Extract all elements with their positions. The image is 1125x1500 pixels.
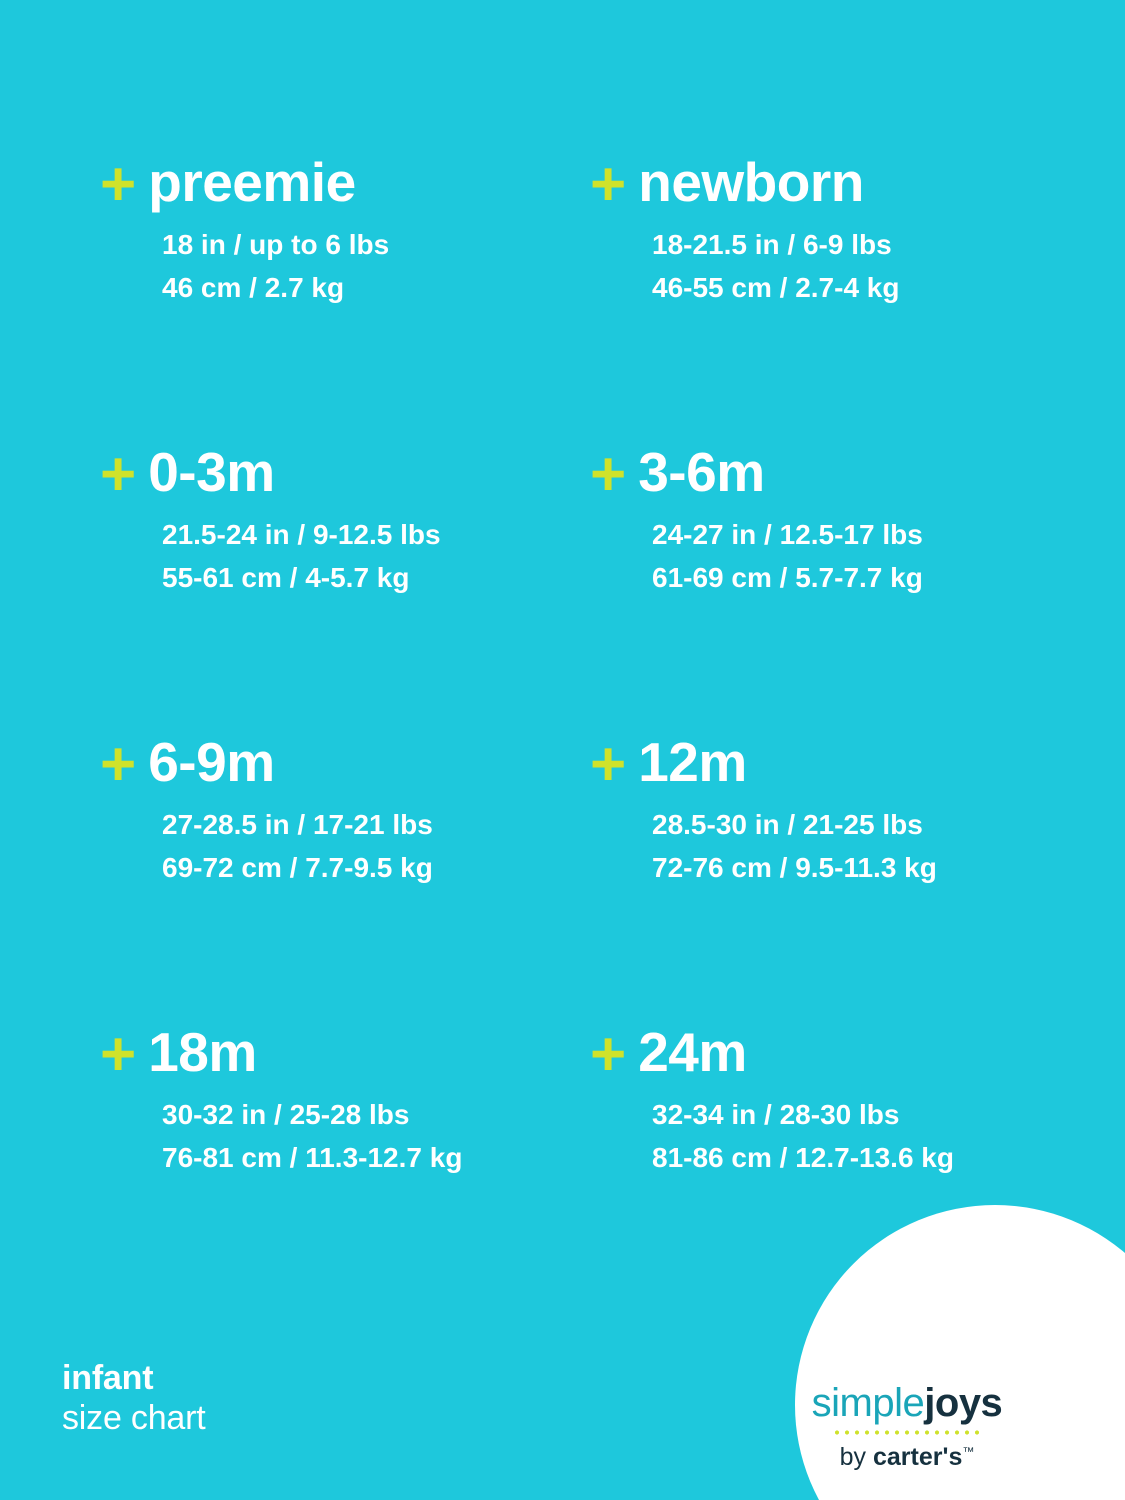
size-entry-0-3m	[100, 440, 590, 730]
brand-wordmark	[777, 1383, 1037, 1423]
size-heading	[590, 730, 1060, 799]
size-label: 3-6m	[638, 441, 765, 503]
size-heading	[100, 440, 590, 509]
size-imperial: 24-27 in / 12.5-17 lbs	[652, 519, 923, 550]
trademark-icon: ™	[962, 1444, 975, 1459]
plus-icon: +	[100, 440, 137, 509]
size-metric: 69-72 cm / 7.7-9.5 kg	[162, 851, 433, 883]
size-heading	[100, 730, 590, 799]
plus-icon: +	[590, 150, 627, 219]
size-entry-18m	[100, 1020, 590, 1310]
size-entry-preemie	[100, 150, 590, 440]
size-imperial: 18-21.5 in / 6-9 lbs	[652, 229, 892, 260]
size-label: 18m	[148, 1021, 257, 1083]
brand-by-text: by	[839, 1443, 873, 1471]
size-imperial: 28.5-30 in / 21-25 lbs	[652, 809, 923, 840]
plus-icon: +	[590, 730, 627, 799]
size-label: 24m	[638, 1021, 747, 1083]
size-label: 12m	[638, 731, 747, 793]
size-entry-newborn	[590, 150, 1060, 440]
brand-byline	[777, 1445, 1037, 1470]
size-imperial: 21.5-24 in / 9-12.5 lbs	[162, 519, 441, 550]
size-imperial: 27-28.5 in / 17-21 lbs	[162, 809, 433, 840]
plus-icon: +	[100, 730, 137, 799]
size-metric: 61-69 cm / 5.7-7.7 kg	[652, 561, 923, 593]
size-label: 6-9m	[148, 731, 275, 793]
size-entry-3-6m	[590, 440, 1060, 730]
chart-title-line1: infant	[62, 1358, 154, 1397]
size-metric: 55-61 cm / 4-5.7 kg	[162, 561, 410, 593]
plus-icon: +	[100, 150, 137, 219]
plus-icon: +	[590, 440, 627, 509]
size-imperial: 18 in / up to 6 lbs	[162, 229, 390, 260]
size-heading	[590, 440, 1060, 509]
size-heading	[590, 150, 1060, 219]
size-metric: 46 cm / 2.7 kg	[162, 271, 345, 303]
brand-word-joys: joys	[924, 1381, 1003, 1425]
size-heading	[590, 1020, 1060, 1089]
brand-carters-text: carter's	[873, 1443, 963, 1471]
dotted-rule-icon	[832, 1430, 982, 1435]
plus-icon: +	[590, 1020, 627, 1089]
brand-word-simple: simple	[811, 1381, 925, 1425]
size-label: newborn	[638, 151, 864, 213]
size-metric: 81-86 cm / 12.7-13.6 kg	[652, 1141, 954, 1173]
size-metric: 72-76 cm / 9.5-11.3 kg	[652, 851, 937, 883]
size-entry-12m	[590, 730, 1060, 1020]
size-imperial: 30-32 in / 25-28 lbs	[162, 1099, 410, 1130]
size-metric: 46-55 cm / 2.7-4 kg	[652, 271, 900, 303]
size-label: preemie	[148, 151, 356, 213]
size-grid	[100, 150, 1060, 1310]
size-label: 0-3m	[148, 441, 275, 503]
size-metric: 76-81 cm / 11.3-12.7 kg	[162, 1141, 463, 1173]
chart-title	[62, 1358, 206, 1438]
plus-icon: +	[100, 1020, 137, 1089]
size-heading	[100, 1020, 590, 1089]
brand-logo	[777, 1383, 1037, 1470]
size-imperial: 32-34 in / 28-30 lbs	[652, 1099, 900, 1130]
size-heading	[100, 150, 590, 219]
size-entry-6-9m	[100, 730, 590, 1020]
chart-title-line2: size chart	[62, 1398, 206, 1437]
